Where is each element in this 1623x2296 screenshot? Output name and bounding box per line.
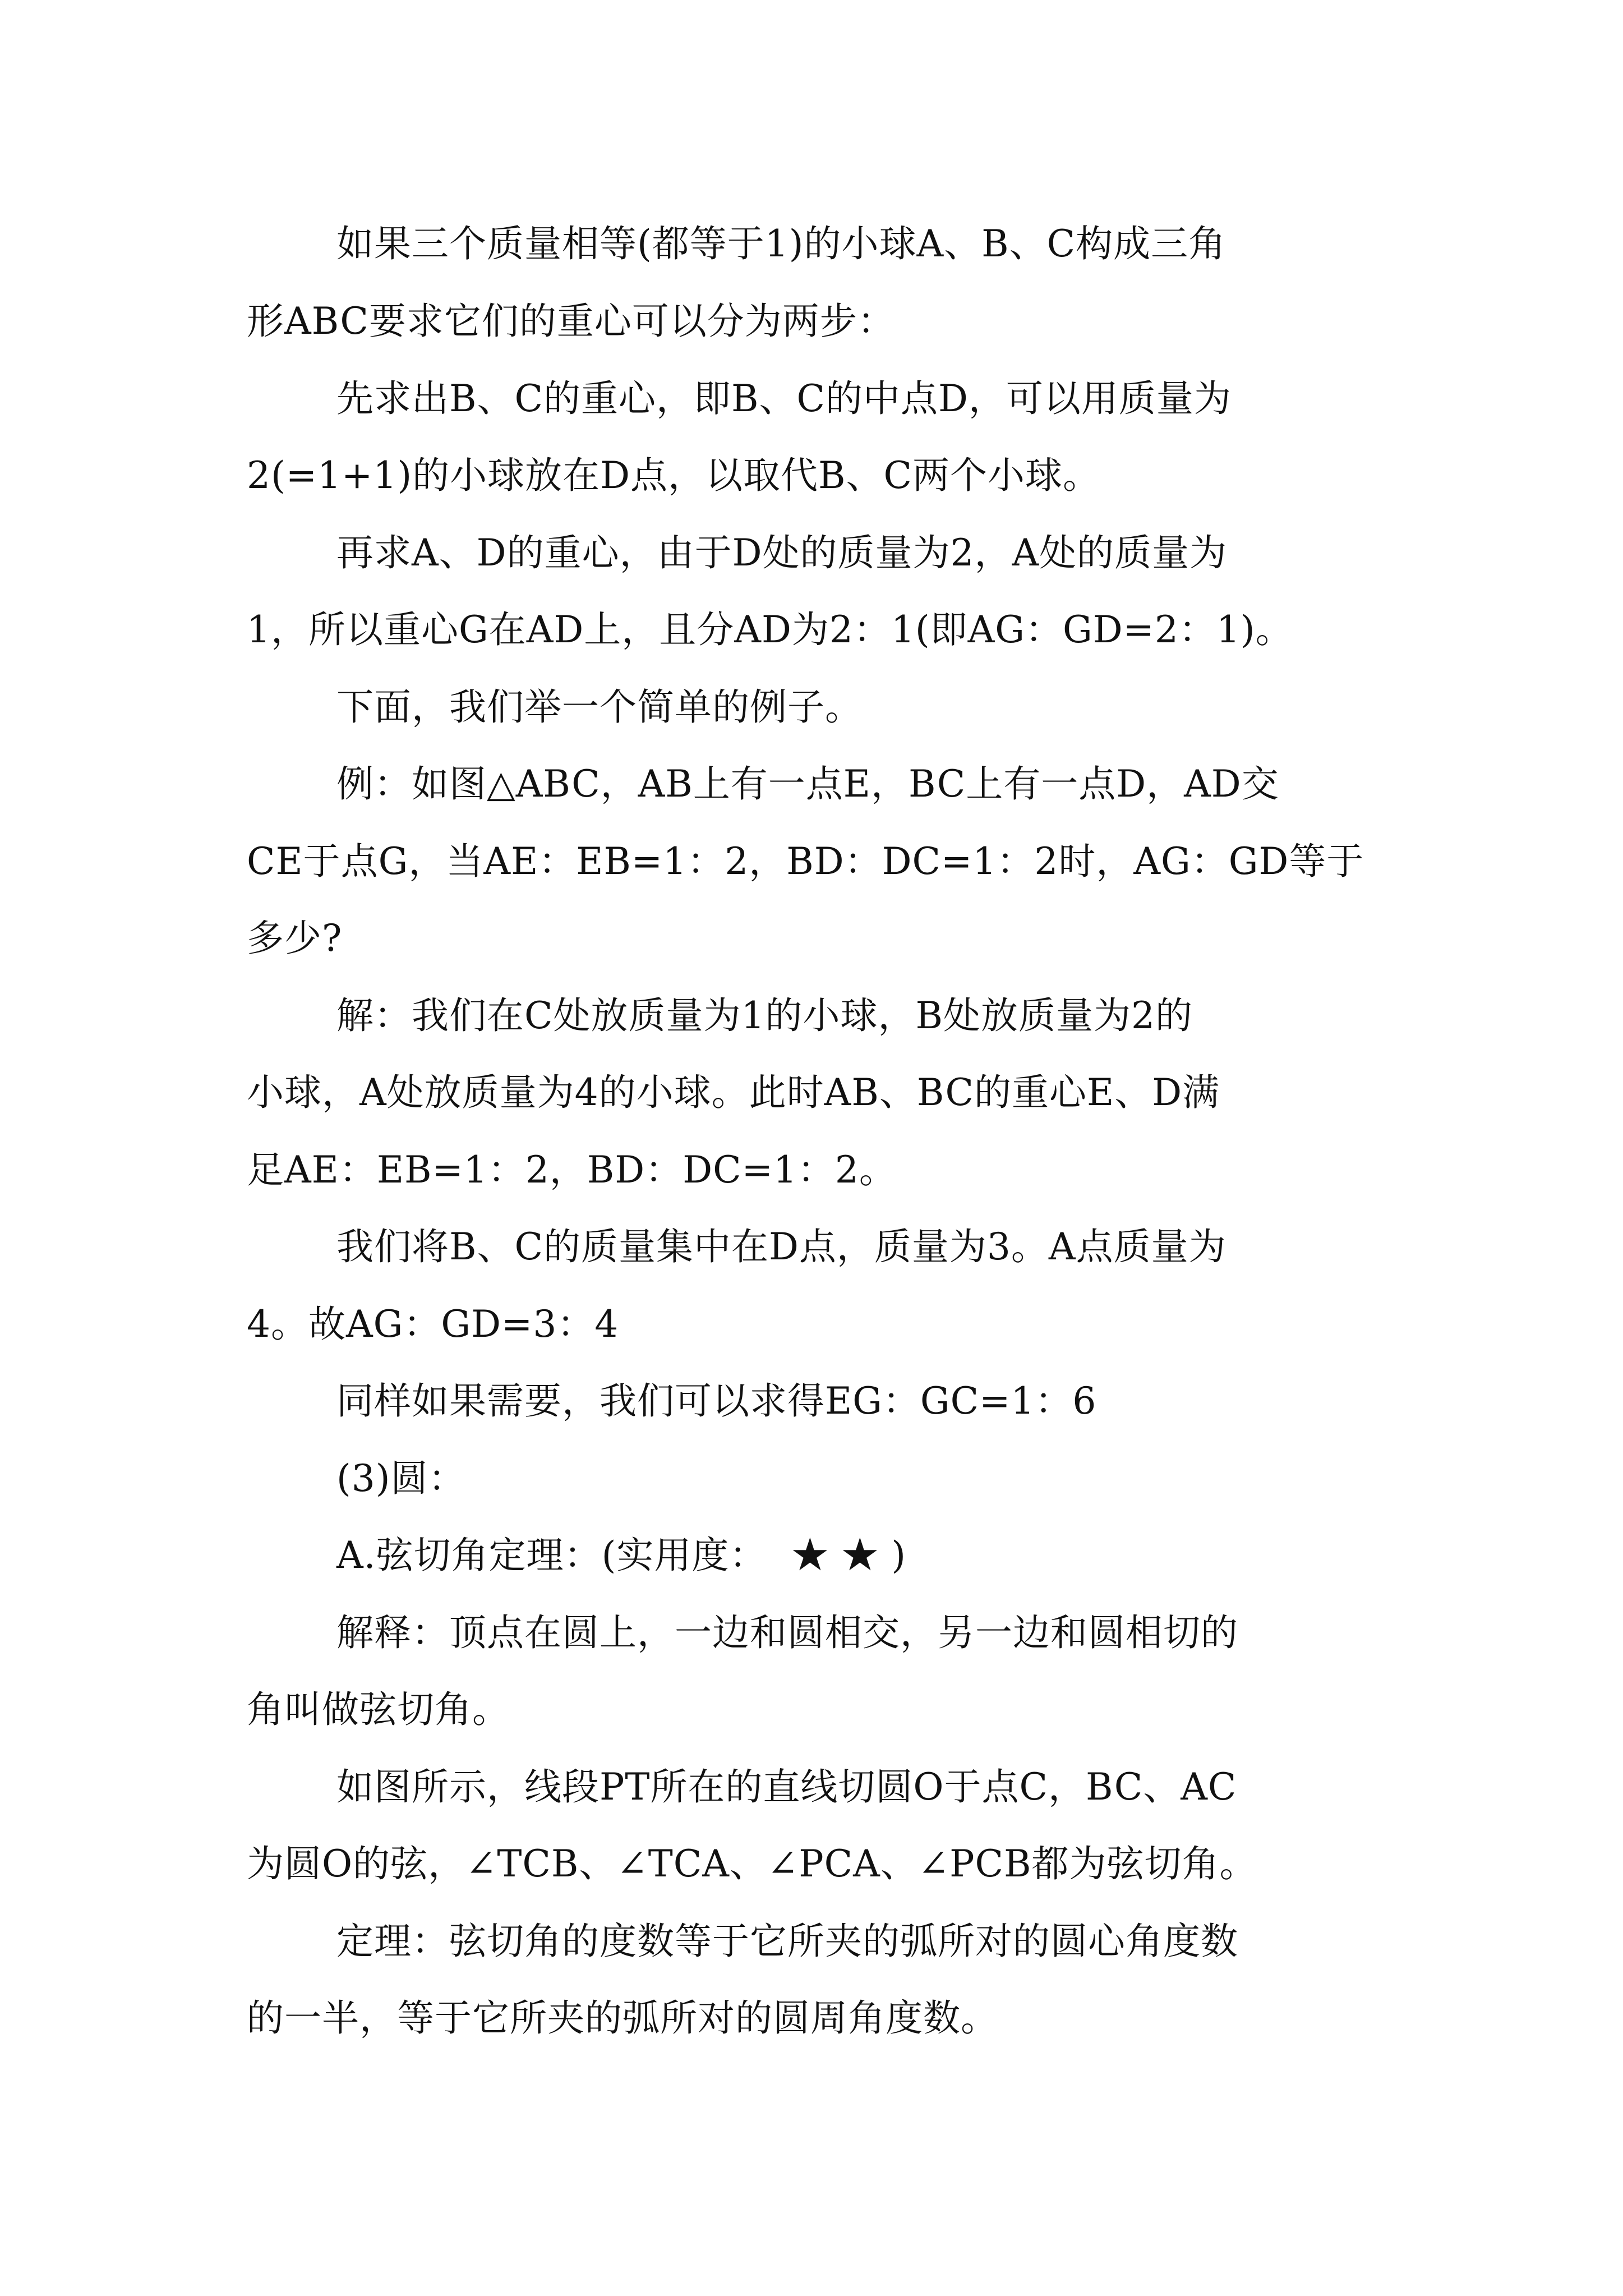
text-line: 同样如果需要，我们可以求得EG：GC=1：6 [336, 1379, 1097, 1423]
text-line: 1，所以重心G在AD上，且分AD为2：1(即AG：GD=2：1)。 [247, 608, 1293, 651]
text-line: 解释：顶点在圆上，一边和圆相交，另一边和圆相切的 [336, 1611, 1238, 1654]
text-line: A.弦切角定理：(实用度： ★ ★ ) [336, 1534, 907, 1577]
text-line: 角叫做弦切角。 [247, 1688, 510, 1731]
text-line: 如果三个质量相等(都等于1)的小球A、B、C构成三角 [336, 222, 1227, 265]
text-line: 为圆O的弦，∠TCB、∠TCA、∠PCA、∠PCB都为弦切角。 [247, 1842, 1257, 1885]
text-line: 的一半，等于它所夹的弧所对的圆周角度数。 [247, 1996, 998, 2040]
text-line: 足AE：EB=1：2，BD：DC=1：2。 [247, 1148, 897, 1191]
text-line: 4。故AG：GD=3：4 [247, 1303, 619, 1346]
text-line: CE于点G，当AE：EB=1：2，BD：DC=1：2时，AG：GD等于 [247, 840, 1364, 883]
text-line: 再求A、D的重心，由于D处的质量为2，A处的质量为 [336, 531, 1228, 574]
text-line: 解：我们在C处放质量为1的小球，B处放质量为2的 [336, 994, 1193, 1037]
text-line: 多少? [247, 917, 343, 960]
text-line: 2(=1+1)的小球放在D点，以取代B、C两个小球。 [247, 454, 1100, 497]
text-line: 如图所示，线段PT所在的直线切圆O于点C，BC、AC [336, 1765, 1237, 1809]
text-line: 形ABC要求它们的重心可以分为两步： [247, 300, 895, 343]
text-line: 先求出B、C的重心，即B、C的中点D，可以用质量为 [336, 377, 1232, 420]
text-line: 例：如图△ABC，AB上有一点E，BC上有一点D，AD交 [336, 762, 1279, 806]
text-line: 定理：弦切角的度数等于它所夹的弧所对的圆心角度数 [336, 1920, 1238, 1963]
text-line: 下面，我们举一个简单的例子。 [336, 685, 863, 729]
text-line: 小球，A处放质量为4的小球。此时AB、BC的重心E、D满 [247, 1071, 1220, 1114]
text-line: 我们将B、C的质量集中在D点，质量为3。A点质量为 [336, 1225, 1227, 1268]
text-line: (3)圆： [336, 1457, 466, 1500]
